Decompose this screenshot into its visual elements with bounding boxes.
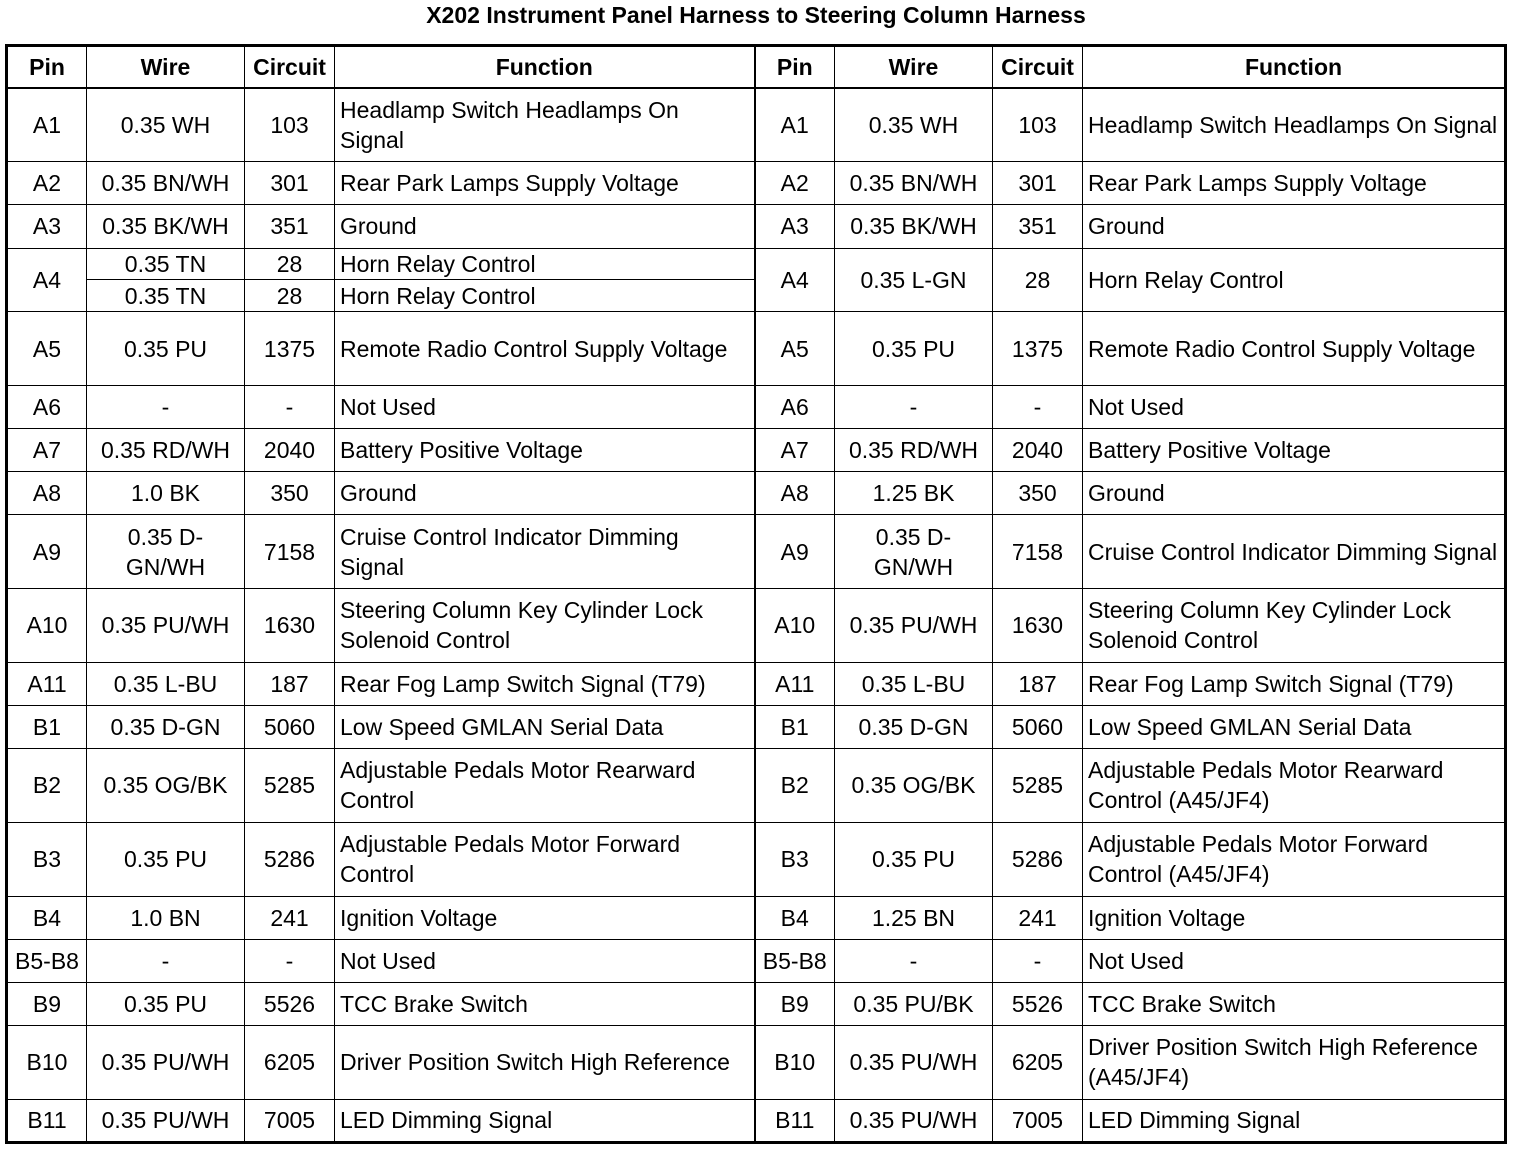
table-row <box>7 896 1506 939</box>
wire-cell: 0.35 D-GN <box>835 705 993 748</box>
circuit-cell: 7005 <box>245 1099 335 1142</box>
circuit-cell: 351 <box>993 205 1083 248</box>
function-cell: Driver Position Switch High Reference <box>335 1025 755 1099</box>
pin-cell: B1 <box>7 705 87 748</box>
pin-cell: A3 <box>7 205 87 248</box>
table-row <box>7 1025 1506 1099</box>
wire-cell: 1.0 BK <box>87 472 245 515</box>
pin-cell: A3 <box>755 205 835 248</box>
function-cell: Horn Relay Control <box>335 280 755 312</box>
table-row <box>7 515 1506 589</box>
pin-cell: A10 <box>7 589 87 663</box>
circuit-cell: 350 <box>245 472 335 515</box>
wire-cell: 0.35 OG/BK <box>835 749 993 823</box>
pin-cell: A2 <box>7 162 87 205</box>
wire-cell: 0.35 TN <box>87 280 245 312</box>
table-row <box>7 822 1506 896</box>
wire-cell: 0.35 PU <box>835 312 993 386</box>
pin-cell: B11 <box>755 1099 835 1142</box>
pin-cell: A6 <box>755 385 835 428</box>
header-circuit: Circuit <box>245 46 335 89</box>
pin-cell: B3 <box>7 822 87 896</box>
pin-cell: B1 <box>755 705 835 748</box>
circuit-cell: 2040 <box>993 429 1083 472</box>
function-cell: TCC Brake Switch <box>335 982 755 1025</box>
pin-cell: A4 <box>755 248 835 312</box>
circuit-cell: 7005 <box>993 1099 1083 1142</box>
circuit-cell: 6205 <box>993 1025 1083 1099</box>
function-cell: Battery Positive Voltage <box>1083 429 1506 472</box>
pin-cell: B3 <box>755 822 835 896</box>
function-cell: Steering Column Key Cylinder Lock Solenoid Control <box>335 589 755 663</box>
function-cell: Not Used <box>1083 385 1506 428</box>
wire-cell: - <box>87 385 245 428</box>
wire-cell: 0.35 D-GN <box>87 705 245 748</box>
pin-cell: B2 <box>7 749 87 823</box>
function-cell: Steering Column Key Cylinder Lock Solenoid Control <box>1083 589 1506 663</box>
pin-cell: B2 <box>755 749 835 823</box>
circuit-cell: - <box>993 385 1083 428</box>
function-cell: Cruise Control Indicator Dimming Signal <box>335 515 755 589</box>
circuit-cell: 7158 <box>245 515 335 589</box>
circuit-cell: 103 <box>245 88 335 162</box>
pin-cell: A7 <box>755 429 835 472</box>
function-cell: Adjustable Pedals Motor Forward Control (A45/JF4) <box>1083 822 1506 896</box>
circuit-cell: - <box>245 939 335 982</box>
wire-cell: 0.35 TN <box>87 248 245 280</box>
function-cell: Driver Position Switch High Reference (A45/JF4) <box>1083 1025 1506 1099</box>
function-cell: Low Speed GMLAN Serial Data <box>1083 705 1506 748</box>
header-wire: Wire <box>835 46 993 89</box>
pin-cell: A10 <box>755 589 835 663</box>
function-cell: LED Dimming Signal <box>335 1099 755 1142</box>
function-cell: Not Used <box>335 385 755 428</box>
wire-cell: 1.25 BK <box>835 472 993 515</box>
pin-cell: A7 <box>7 429 87 472</box>
pin-cell: A2 <box>755 162 835 205</box>
pin-cell: B10 <box>755 1025 835 1099</box>
function-cell: Adjustable Pedals Motor Rearward Control (A45/JF4) <box>1083 749 1506 823</box>
table-row <box>7 385 1506 428</box>
function-cell: Ignition Voltage <box>1083 896 1506 939</box>
circuit-cell: 5286 <box>245 822 335 896</box>
circuit-cell: 2040 <box>245 429 335 472</box>
wire-cell: 0.35 PU/WH <box>87 589 245 663</box>
table-row <box>7 205 1506 248</box>
function-cell: Ground <box>1083 205 1506 248</box>
circuit-cell: 350 <box>993 472 1083 515</box>
pin-cell: A5 <box>7 312 87 386</box>
table-row <box>7 248 1506 280</box>
function-cell: Rear Fog Lamp Switch Signal (T79) <box>335 662 755 705</box>
circuit-cell: 5286 <box>993 822 1083 896</box>
circuit-cell: 301 <box>245 162 335 205</box>
wire-cell: 0.35 L-GN <box>835 248 993 312</box>
function-cell: TCC Brake Switch <box>1083 982 1506 1025</box>
header-pin: Pin <box>7 46 87 89</box>
function-cell: Rear Fog Lamp Switch Signal (T79) <box>1083 662 1506 705</box>
pin-cell: A1 <box>755 88 835 162</box>
circuit-cell: 301 <box>993 162 1083 205</box>
function-cell: Cruise Control Indicator Dimming Signal <box>1083 515 1506 589</box>
circuit-cell: 1375 <box>993 312 1083 386</box>
circuit-cell: 1630 <box>993 589 1083 663</box>
pin-cell: B10 <box>7 1025 87 1099</box>
pin-cell: B4 <box>755 896 835 939</box>
pin-cell: B4 <box>7 896 87 939</box>
function-cell: Ground <box>335 205 755 248</box>
circuit-cell: 5285 <box>245 749 335 823</box>
table-body <box>7 88 1506 1143</box>
table-row <box>7 312 1506 386</box>
pin-cell: A1 <box>7 88 87 162</box>
wire-cell: 0.35 L-BU <box>87 662 245 705</box>
function-cell: Rear Park Lamps Supply Voltage <box>335 162 755 205</box>
circuit-cell: 28 <box>993 248 1083 312</box>
table-row <box>7 589 1506 663</box>
function-cell: Not Used <box>1083 939 1506 982</box>
pin-cell: A11 <box>7 662 87 705</box>
table-row <box>7 749 1506 823</box>
function-cell: Adjustable Pedals Motor Rearward Control <box>335 749 755 823</box>
function-cell: Headlamp Switch Headlamps On Signal <box>1083 88 1506 162</box>
header-function: Function <box>335 46 755 89</box>
circuit-cell: 5285 <box>993 749 1083 823</box>
wire-cell: 0.35 PU/WH <box>87 1025 245 1099</box>
function-cell: LED Dimming Signal <box>1083 1099 1506 1142</box>
wire-cell: - <box>835 939 993 982</box>
wire-cell: 0.35 PU/WH <box>835 1025 993 1099</box>
function-cell: Ground <box>1083 472 1506 515</box>
circuit-cell: 241 <box>993 896 1083 939</box>
table-row <box>7 1099 1506 1142</box>
pin-cell: A8 <box>755 472 835 515</box>
header-circuit: Circuit <box>993 46 1083 89</box>
wire-cell: 0.35 BK/WH <box>87 205 245 248</box>
circuit-cell: 28 <box>245 248 335 280</box>
header-function: Function <box>1083 46 1506 89</box>
table-row <box>7 982 1506 1025</box>
function-cell: Headlamp Switch Headlamps On Signal <box>335 88 755 162</box>
wire-cell: 0.35 PU <box>87 312 245 386</box>
wire-cell: 1.25 BN <box>835 896 993 939</box>
circuit-cell: - <box>993 939 1083 982</box>
circuit-cell: 187 <box>993 662 1083 705</box>
pin-cell: A4 <box>7 248 87 312</box>
wire-cell: 0.35 OG/BK <box>87 749 245 823</box>
wire-cell: 0.35 PU/BK <box>835 982 993 1025</box>
connector-pinout-table <box>5 44 1507 1144</box>
function-cell: Ignition Voltage <box>335 896 755 939</box>
circuit-cell: 7158 <box>993 515 1083 589</box>
pin-cell: A11 <box>755 662 835 705</box>
wire-cell: - <box>87 939 245 982</box>
pin-cell: A5 <box>755 312 835 386</box>
function-cell: Rear Park Lamps Supply Voltage <box>1083 162 1506 205</box>
circuit-cell: 241 <box>245 896 335 939</box>
wire-cell: 0.35 BK/WH <box>835 205 993 248</box>
header-wire: Wire <box>87 46 245 89</box>
pin-cell: B5-B8 <box>7 939 87 982</box>
circuit-cell: 1630 <box>245 589 335 663</box>
function-cell: Horn Relay Control <box>335 248 755 280</box>
circuit-cell: 5526 <box>993 982 1083 1025</box>
circuit-cell: 5060 <box>245 705 335 748</box>
wire-cell: 0.35 D-GN/WH <box>835 515 993 589</box>
table-row <box>7 162 1506 205</box>
wire-cell: 1.0 BN <box>87 896 245 939</box>
table-row <box>7 705 1506 748</box>
pin-cell: A6 <box>7 385 87 428</box>
pin-cell: A9 <box>755 515 835 589</box>
circuit-cell: 1375 <box>245 312 335 386</box>
wire-cell: 0.35 PU <box>87 982 245 1025</box>
pin-cell: A8 <box>7 472 87 515</box>
table-row <box>7 662 1506 705</box>
pin-cell: B9 <box>755 982 835 1025</box>
circuit-cell: 351 <box>245 205 335 248</box>
wire-cell: 0.35 WH <box>835 88 993 162</box>
wire-cell: 0.35 PU/WH <box>87 1099 245 1142</box>
circuit-cell: 6205 <box>245 1025 335 1099</box>
wire-cell: 0.35 BN/WH <box>835 162 993 205</box>
table-row <box>7 429 1506 472</box>
function-cell: Battery Positive Voltage <box>335 429 755 472</box>
wire-cell: - <box>835 385 993 428</box>
function-cell: Not Used <box>335 939 755 982</box>
function-cell: Horn Relay Control <box>1083 248 1506 312</box>
wire-cell: 0.35 PU <box>87 822 245 896</box>
circuit-cell: 103 <box>993 88 1083 162</box>
wire-cell: 0.35 PU <box>835 822 993 896</box>
wire-cell: 0.35 WH <box>87 88 245 162</box>
function-cell: Ground <box>335 472 755 515</box>
table-row <box>7 939 1506 982</box>
circuit-cell: 187 <box>245 662 335 705</box>
header-pin: Pin <box>755 46 835 89</box>
function-cell: Adjustable Pedals Motor Forward Control <box>335 822 755 896</box>
pin-cell: A9 <box>7 515 87 589</box>
wire-cell: 0.35 RD/WH <box>835 429 993 472</box>
wire-cell: 0.35 PU/WH <box>835 589 993 663</box>
table-title: X202 Instrument Panel Harness to Steering Column Harness <box>426 2 1086 28</box>
function-cell: Remote Radio Control Supply Voltage <box>335 312 755 386</box>
wire-cell: 0.35 L-BU <box>835 662 993 705</box>
circuit-cell: 5526 <box>245 982 335 1025</box>
pin-cell: B11 <box>7 1099 87 1142</box>
circuit-cell: 28 <box>245 280 335 312</box>
table-row <box>7 472 1506 515</box>
pin-cell: B9 <box>7 982 87 1025</box>
function-cell: Low Speed GMLAN Serial Data <box>335 705 755 748</box>
wire-cell: 0.35 PU/WH <box>835 1099 993 1142</box>
function-cell: Remote Radio Control Supply Voltage <box>1083 312 1506 386</box>
wire-cell: 0.35 BN/WH <box>87 162 245 205</box>
circuit-cell: 5060 <box>993 705 1083 748</box>
wire-cell: 0.35 RD/WH <box>87 429 245 472</box>
wire-cell: 0.35 D-GN/WH <box>87 515 245 589</box>
circuit-cell: - <box>245 385 335 428</box>
table-row <box>7 88 1506 162</box>
header-row <box>7 46 1506 89</box>
pin-cell: B5-B8 <box>755 939 835 982</box>
